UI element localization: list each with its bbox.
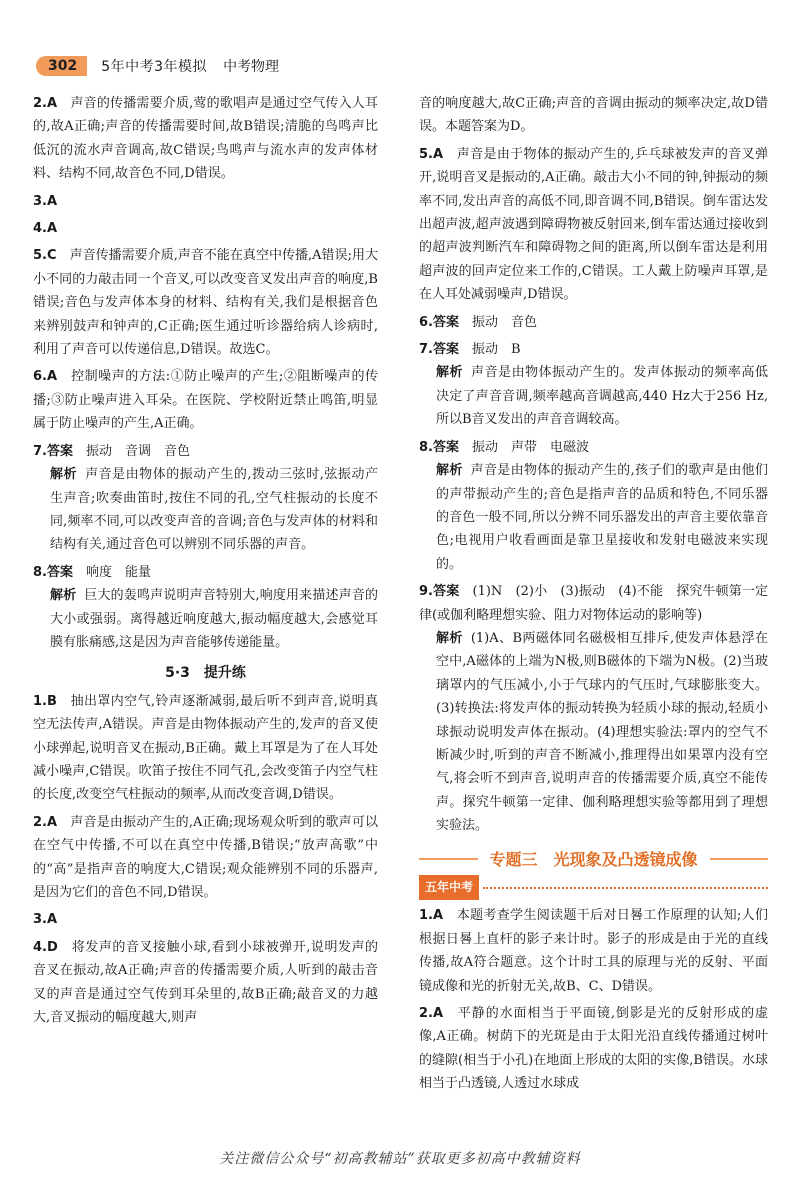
analysis-label: 解析 (50, 588, 77, 604)
item-answer: 振动 B (472, 342, 521, 358)
answer-item (33, 244, 378, 361)
item-text: 将发声的音叉接触小球,看到小球被弹开,说明发声的音叉在振动,故A正确;声音的传播需要介质,人听到的敲击音叉的声音是通过空气传到耳朵里的,故B正确;敲音叉的力越大,音叉振动的幅度越大,则声 (33, 939, 378, 1026)
item-answer: 振动 音调 音色 (86, 443, 191, 459)
answer-item (33, 217, 378, 240)
page-header (36, 54, 279, 78)
item-number: 2.A (33, 96, 58, 111)
section-heading: 5·3 提升练 (165, 665, 246, 682)
item-answer: 响度 能量 (86, 564, 152, 580)
item-answer: 振动 声带 电磁波 (472, 439, 590, 455)
item-text: 控制噪声的方法:①防止噪声的产生;②阻断噪声的传播;③防止噪声进入耳朵。在医院、学校附近禁止鸣笛,明显属于防止噪声的产生,A正确。 (33, 369, 378, 432)
item-text: 声音是由振动产生的,A正确;现场观众听到的歌声可以在空气中传播,不可以在真空中传播,B错误;“放声高歌”中的“高”是指声音的响度大,C错误;观众能辨别不同的乐器声,是因为它们的音色不同,D错误。 (33, 814, 378, 900)
topic-title: 专题三 光现象及凸透镜成像 (489, 849, 698, 869)
answer-item (33, 365, 378, 435)
item-number: 8.答案 (419, 439, 459, 455)
item-number: 5.A (419, 146, 444, 162)
item-number: 2.A (419, 1006, 444, 1022)
item-number: 3.A (33, 193, 58, 209)
subject-label: 中考物理 (223, 59, 280, 75)
analysis-label: 解析 (436, 463, 463, 479)
answer-item (419, 311, 768, 334)
item-text: 声音传播需要介质,声音不能在真空中传播,A错误;用大小不同的力敲击同一个音叉,可以改变音叉发出声音的响度,B错误;音色与发声体本身的材料、结构有关,我们是根据音色来辨别鼓声和钟声的,C正确;医生通过听诊器给病人诊病时,利用了声音可以传递信息,D错误。故选C。 (33, 248, 378, 358)
analysis-label: 解析 (436, 365, 464, 381)
answer-item (33, 440, 378, 557)
item-text: 巨大的轰鸣声说明声音特别大,响度用来描述声音的大小或强弱。离得越近响度越大,振动幅度越大,会感觉耳膜有胀痛感,这是因为声音能够传递能量。 (50, 588, 378, 650)
item-text: 抽出罩内空气,铃声逐渐减弱,最后听不到声音,说明真空无法传声,A错误。声音是由物体振动产生的,发声的音叉使小球弹起,说明音叉在振动,B正确。戴上耳罩是为了在人耳处减小噪声,C错误。吹笛子按住不同气孔,会改变笛子内空气柱的长度,改变空气柱振动的频率,从而改变音调,D错误。 (33, 693, 378, 803)
item-text: 声音是由物体振动产生的。发声体振动的频率高低决定了声音音调,频率越高音调越高,440 Hz大于256 Hz,所以B音叉发出的声音音调较高。 (436, 365, 768, 428)
topic-rule-right (710, 858, 769, 860)
item-number: 1.B (33, 693, 57, 709)
item-number: 3.A (33, 912, 58, 928)
item-number: 7.答案 (33, 443, 73, 459)
item-text: 声音的传播需要介质,莺的歌唱声是通过空气传入人耳的,故A正确;声音的传播需要时间,故B错误;清脆的鸟鸣声比低沉的流水声音调高,故C错误;鸟鸣声与流水声的发声体材料、结构不同,故音色不同,D错误。 (33, 96, 378, 182)
answer-item (419, 1002, 768, 1096)
item-number: 4.D (33, 939, 58, 955)
answer-item (419, 436, 768, 576)
answer-item (33, 690, 378, 807)
item-number: 8.答案 (33, 564, 73, 580)
item-text: (1)A、B两磁体同名磁极相互排斥,使发声体悬浮在空中,A磁体的上端为N极,则B磁体的下端为N极。(2)当玻璃罩内的气压减小,小于气球内的气压时,气球膨胀变大。(3)转换法:将发声体的振动转换为轻质小球的振动,轻质小球振动说明发声体在振动。(4)理想实验法:罩内的空气不断减少时,听到的声音不断减小,推理得出如果罩内没有空气,将会听不到声音,说明声音的传播需要介质,真空不能传声。探究牛顿第一定律、伽利略理想实验等都用到了理想实验法。 (436, 630, 768, 834)
item-number: 9.答案 (419, 584, 460, 600)
item-text: 声音是由物体的振动产生的,拨动三弦时,弦振动产生声音;吹奏曲笛时,按住不同的孔,空气柱振动的长度不同,频率不同,可以改变声音的音调;音色与发声体的材料和结构有关,通过音色可以辨别不同乐器的声音。 (50, 467, 378, 553)
item-answer: 振动 音色 (472, 314, 538, 330)
answer-item (419, 904, 768, 998)
answer-item (419, 580, 768, 837)
answer-item (33, 561, 378, 655)
right-column (419, 92, 768, 1100)
page-number: 302 (36, 56, 87, 76)
analysis-label: 解析 (436, 630, 463, 646)
answer-item (33, 811, 378, 905)
left-column (33, 92, 378, 1033)
answer-item (33, 92, 378, 186)
analysis-label: 解析 (50, 467, 78, 483)
book-title: 5年中考3年模拟 (101, 59, 208, 75)
topic-heading (419, 848, 768, 871)
item-text: 平静的水面相当于平面镜,倒影是光的反射形成的虚像,A正确。树荫下的光斑是由于太阳光沿直线传播通过树叶的缝隙(相当于小孔)在地面上形成的太阳的实像,B错误。水球相当于凸透镜,人透过水球成 (419, 1006, 768, 1092)
answer-item (33, 190, 378, 213)
sub-title: 五年中考 (419, 875, 479, 900)
item-number: 5.C (33, 248, 57, 264)
topic-rule-left (419, 858, 478, 860)
item-number: 6.答案 (419, 314, 459, 330)
footer-note: 关注微信公众号“初高教辅站”获取更多初高中教辅资料 (219, 1151, 581, 1167)
item-text: 本题考查学生阅读题干后对日晷工作原理的认知;人们根据日晷上直杆的影子来计时。影子的形成是由于光的直线传播,故A符合题意。这个计时工具的原理与光的反射、平面镜成像和光的折射无关,故B、C、D错误。 (419, 908, 768, 994)
item-number: 2.A (33, 814, 58, 830)
item-number: 1.A (419, 908, 444, 924)
answer-item (33, 936, 378, 1030)
sub-heading (419, 875, 768, 900)
item-text: 声音是由于物体的振动产生的,乒乓球被发声的音叉弹开,说明音叉是振动的,A正确。敲击大小不同的钟,钟振动的频率不同,发出声音的高低不同,即音调不同,B错误。倒车雷达发出超声波,超声波遇到障碍物被反射回来,倒车雷达通过接收到的超声波判断汽车和障碍物之间的距离,所以倒车雷达是利用超声波的回声定位来工作的,C错误。工人戴上防噪声耳罩,是在人耳处减弱噪声,D错误。 (419, 146, 768, 303)
answer-item (419, 143, 768, 307)
item-number: 6.A (33, 369, 58, 385)
sub-dotted-rule (483, 887, 768, 889)
item-text: 声音是由物体的振动产生的,孩子们的歌声是由他们的声带振动产生的;音色是指声音的品质和特色,不同乐器的音色一般不同,所以分辨不同乐器发出的声音主要依靠音色;电视用户收看画面是靠卫星接收和发射电磁波来实现的。 (436, 463, 768, 572)
answer-item (33, 908, 378, 931)
answer-item (419, 338, 768, 432)
item-answer: (1)N (2)小 (3)振动 (4)不能 探究牛顿第一定律(或伽利略理想实验、阻力对物体运动的影响等) (419, 584, 768, 623)
item-number: 7.答案 (419, 342, 459, 358)
continued-text: 音的响度越大,故C正确;声音的音调由振动的频率决定,故D错误。本题答案为D。 (419, 96, 768, 135)
item-number: 4.A (33, 221, 58, 237)
